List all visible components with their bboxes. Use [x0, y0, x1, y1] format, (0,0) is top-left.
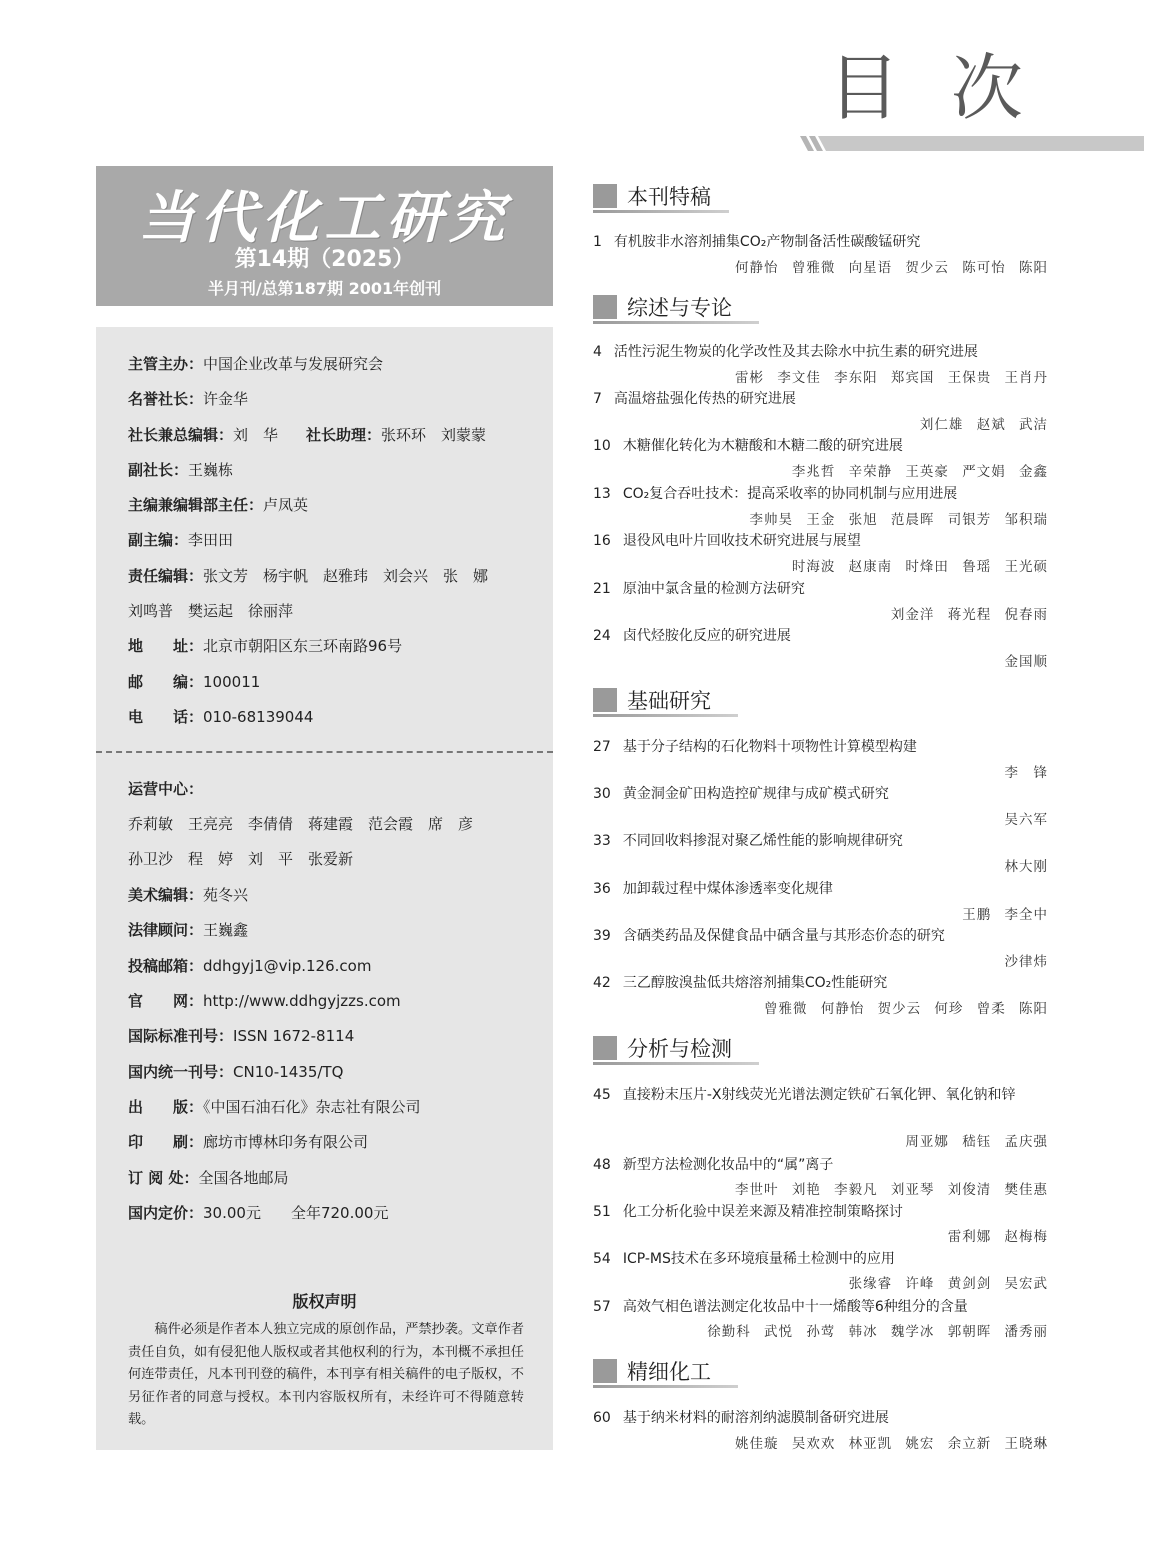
issue-number: 第14期（2025） — [234, 247, 415, 272]
cn-row: 国内统一刊号：CN10-1435/TQ — [128, 1063, 344, 1081]
phone-row: 电 话：010-68139044 — [128, 708, 314, 726]
toc-entry[interactable]: 42 三乙醇胺溴盐低共熔溶剂捕集CO₂性能研究 — [593, 975, 888, 991]
copyright-title: 版权声明 — [292, 1292, 357, 1311]
issn-row: 国际标准刊号：ISSN 1672-8114 — [128, 1027, 355, 1045]
postcode-row: 邮 编：100011 — [128, 673, 261, 691]
toc-entry[interactable]: 13 CO₂复合吞吐技术：提高采收率的协同机制与应用进展 — [593, 486, 958, 502]
art-editor-row: 美术编辑：苑冬兴 — [128, 886, 249, 904]
chief-editor-row: 主编兼编辑部主任：卢凤英 — [128, 496, 309, 514]
email-row: 投稿邮箱：ddhgyj1@vip.126.com — [128, 957, 372, 975]
toc-authors: 吴六军 — [1004, 812, 1048, 828]
copyright-body: 稿件必须是作者本人独立完成的原创作品，严禁抄袭。文章作者责任自负，如有侵犯他人版权或者其他权利的行为，本刊概不承担任何连带责任，凡本刊刊登的稿件，本刊享有相关稿件的电子版权，不另征作者的同意与授权。本刊内容版权所有，未经许可不得随意转载。 — [128, 1322, 524, 1427]
toc-authors: 刘仁雄 赵斌 武洁 — [919, 417, 1048, 433]
toc-authors: 雷彬 李文佳 李东阳 郑宾国 王保贵 王肖丹 — [735, 370, 1048, 386]
deputy-editor-row: 副主编：李田田 — [128, 531, 234, 549]
responsible-editors-row-2: 刘鸣普 樊运起 徐丽萍 — [128, 602, 294, 620]
responsible-editors-row: 责任编辑：张文芳 杨宇帆 赵雅玮 刘会兴 张 娜 — [128, 567, 489, 585]
publisher-row: 出 版：《中国石油石化》杂志社有限公司 — [128, 1098, 421, 1116]
toc-entry[interactable]: 54 ICP-MS技术在多环境痕量稀土检测中的应用 — [593, 1251, 895, 1267]
vice-president-row: 副社长：王巍栋 — [128, 461, 234, 479]
address-row: 地 址：北京市朝阳区东三环南路96号 — [128, 637, 403, 655]
toc-entry[interactable]: 51 化工分析化验中误差来源及精准控制策略探讨 — [593, 1204, 903, 1220]
toc-entry[interactable]: 57 高效气相色谱法测定化妆品中十一烯酸等6种组分的含量 — [593, 1299, 968, 1315]
toc-authors: 雷利娜 赵梅梅 — [947, 1229, 1048, 1245]
toc-authors: 曾雅微 何静怡 贺少云 何珍 曾柔 陈阳 — [764, 1001, 1048, 1017]
toc-entry[interactable]: 39 含硒类药品及保健食品中硒含量与其形态价态的研究 — [593, 928, 945, 944]
toc-authors: 金国顺 — [1004, 654, 1048, 670]
toc-entry[interactable]: 48 新型方法检测化妆品中的“属”离子 — [593, 1157, 834, 1173]
president-row: 社长兼总编辑：刘 华 社长助理：张环环 刘蒙蒙 — [128, 426, 487, 444]
toc-authors: 徐勤科 武悦 孙莺 韩冰 魏学冰 郭朝晖 潘秀丽 — [707, 1324, 1048, 1340]
toc-entry[interactable]: 21 原油中氯含量的检测方法研究 — [593, 581, 805, 597]
toc-entry[interactable]: 33 不同回收料掺混对聚乙烯性能的影响规律研究 — [593, 833, 903, 849]
toc-authors: 李 锋 — [1004, 765, 1048, 781]
toc-authors: 沙律炜 — [1004, 954, 1048, 970]
toc-authors: 李世叶 刘艳 李毅凡 刘亚琴 刘俊清 樊佳惠 — [735, 1182, 1048, 1198]
toc-authors: 张缘睿 许峰 黄剑剑 吴宏武 — [848, 1276, 1048, 1292]
section-square-icon — [593, 184, 617, 208]
publication-frequency: 半月刊/总第187期 2001年创刊 — [207, 279, 442, 298]
info-panel — [96, 327, 553, 1450]
printer-row: 印 刷：廊坊市博林印务有限公司 — [128, 1133, 369, 1151]
subscription-row: 订 阅 处：全国各地邮局 — [128, 1169, 289, 1187]
operations-line-1: 乔莉敏 王亮亮 李倩倩 蒋建霞 范会霞 席 彦 — [128, 815, 474, 833]
toc-entry[interactable]: 4 活性污泥生物炭的化学改性及其去除水中抗生素的研究进展 — [593, 344, 978, 360]
toc-entry[interactable]: 30 黄金洞金矿田构造控矿规律与成矿模式研究 — [593, 786, 889, 802]
operations-line-2: 孙卫沙 程 婷 刘 平 张爱新 — [128, 850, 354, 868]
website-row: 官 网：http://www.ddhgyjzzs.com — [128, 992, 401, 1010]
toc-entry[interactable]: 16 退役风电叶片回收技术研究进展与展望 — [593, 533, 861, 549]
legal-row: 法律顾问：王巍鑫 — [128, 921, 249, 939]
dashed-divider — [96, 751, 553, 753]
section-square-icon — [593, 688, 617, 712]
toc-authors: 刘金洋 蒋光程 倪春雨 — [890, 607, 1048, 623]
honorary-president-row: 名誉社长：许金华 — [128, 390, 249, 408]
toc-entry[interactable]: 27 基于分子结构的石化物料十项物性计算模型构建 — [593, 739, 917, 755]
sponsor-row: 主管主办：中国企业改革与发展研究会 — [128, 355, 384, 373]
toc-entry[interactable]: 10 木糖催化转化为木糖酸和木糖二酸的研究进展 — [593, 438, 903, 454]
section-square-icon — [593, 295, 617, 319]
section-square-icon — [593, 1359, 617, 1383]
toc-authors: 何静怡 曾雅微 向星语 贺少云 陈可怡 陈阳 — [735, 260, 1048, 276]
toc-authors: 李兆哲 辛荣静 王英豪 严文娟 金鑫 — [791, 464, 1048, 480]
toc-authors: 李帅昊 王金 张旭 范晨晖 司银芳 邹积瑞 — [749, 512, 1048, 528]
section-square-icon — [593, 1036, 617, 1060]
toc-entry[interactable]: 45 直接粉末压片-X射线荧光光谱法测定铁矿石氧化钾、氧化钠和锌 — [593, 1087, 1016, 1103]
toc-entry[interactable]: 1 有机胺非水溶剂捕集CO₂产物制备活性碳酸锰研究 — [593, 234, 921, 250]
operations-label: 运营中心： — [128, 780, 204, 798]
journal-name: 当代化工研究 — [138, 185, 511, 251]
toc-authors: 姚佳璇 吴欢欢 林亚凯 姚宏 余立新 王晓琳 — [735, 1436, 1048, 1452]
toc-authors: 林大刚 — [1004, 859, 1048, 875]
toc-authors: 王鹏 李全中 — [962, 907, 1048, 923]
toc-entry[interactable]: 7 高温熔盐强化传热的研究进展 — [593, 391, 796, 407]
toc-entry[interactable]: 60 基于纳米材料的耐溶剂纳滤膜制备研究进展 — [593, 1410, 889, 1426]
price-row: 国内定价：30.00元 全年720.00元 — [128, 1204, 389, 1222]
page-title: 目 次 — [828, 46, 1037, 130]
header-decor-bar — [800, 136, 1144, 151]
toc-authors: 时海波 赵康南 时烽田 鲁瑶 王光硕 — [791, 559, 1048, 575]
toc-entry[interactable]: 24 卤代烃胺化反应的研究进展 — [593, 628, 791, 644]
masthead — [96, 166, 553, 306]
toc-entry[interactable]: 36 加卸载过程中煤体渗透率变化规律 — [593, 881, 833, 897]
toc-authors: 周亚娜 嵇钰 孟庆强 — [905, 1134, 1048, 1150]
